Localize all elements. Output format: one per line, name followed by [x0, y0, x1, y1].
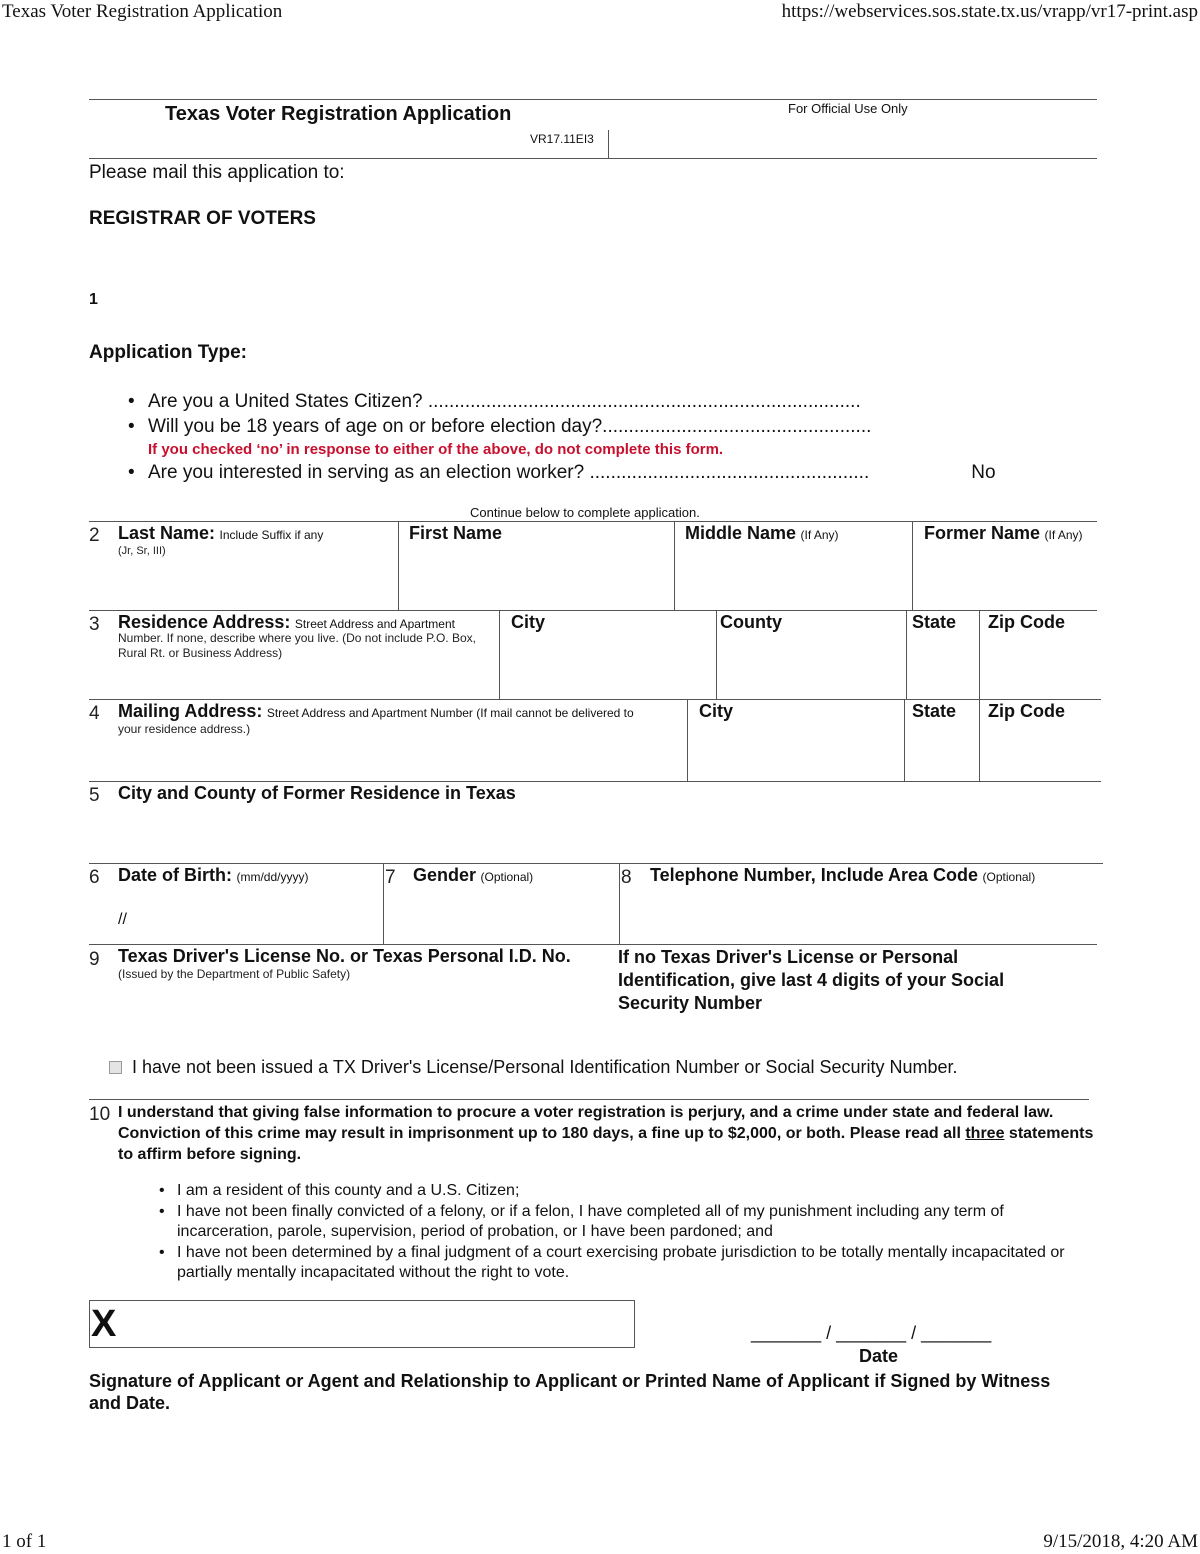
telephone-field[interactable]	[650, 865, 1035, 886]
row-2-divider-3	[912, 521, 913, 610]
no-id-checkbox-label: I have not been issued a TX Driver's License/Personal Identification Number or Social Security Number.	[132, 1057, 958, 1077]
drivers-license-field[interactable]	[118, 946, 608, 982]
row-5-top-rule	[89, 781, 1101, 782]
row-2-divider-1	[398, 521, 399, 610]
signature-mark: X	[91, 1303, 117, 1345]
telephone-note: (Optional)	[982, 870, 1036, 884]
gender-field[interactable]	[413, 865, 533, 886]
affirmation-item: • I have not been finally convicted of a felony, or if a felon, I have completed all of my punishment including any term of incarceration, parole, supervision, period of probation, or I have been pardoned; and	[157, 1202, 1102, 1243]
date-blank[interactable]: _______ / _______ / _______	[751, 1323, 992, 1343]
section-4-number: 4	[89, 703, 100, 724]
residence-county-field[interactable]	[720, 612, 782, 633]
no-id-checkbox[interactable]	[109, 1061, 122, 1074]
affirmation-item: • I am a resident of this county and a U.S. Citizen;	[157, 1181, 1102, 1202]
row-6-top-rule	[89, 863, 1103, 864]
former-residence-field[interactable]	[118, 783, 516, 804]
row-6-divider-2	[619, 863, 620, 944]
form-title: Texas Voter Registration Application	[165, 103, 512, 125]
print-page-count: 1 of 1	[2, 1531, 47, 1552]
section-6-number: 6	[89, 867, 100, 888]
row-3-divider-4	[979, 610, 980, 699]
former-name-label: Former Name	[924, 523, 1041, 543]
print-timestamp: 9/15/2018, 4:20 AM	[1043, 1531, 1198, 1552]
former-name-field[interactable]	[924, 523, 1083, 544]
row-2-divider-2	[674, 521, 675, 610]
former-name-note: (If Any)	[1044, 528, 1083, 542]
registrar-label: REGISTRAR OF VOTERS	[89, 208, 316, 229]
drivers-license-label: Texas Driver's License No. or Texas Personal I.D. No.	[118, 946, 571, 966]
first-name-label: First Name	[409, 523, 503, 543]
application-questions	[128, 389, 1028, 485]
section-1-number: 1	[89, 291, 98, 308]
residence-zip-label: Zip Code	[988, 612, 1065, 632]
mailing-state-field[interactable]	[912, 701, 956, 722]
first-name-field[interactable]	[409, 523, 502, 544]
last-name-note: Include Suffix if any	[219, 528, 324, 542]
date-label: Date	[859, 1346, 899, 1366]
perjury-statement-end: statements to affirm before signing.	[118, 1125, 1094, 1163]
date-of-birth-field[interactable]	[118, 865, 308, 886]
print-page-title: Texas Voter Registration Application	[2, 1, 283, 22]
mailing-address-label: Mailing Address:	[118, 701, 263, 721]
continue-note: Continue below to complete application.	[470, 505, 700, 520]
residence-county-label: County	[720, 612, 782, 632]
row-3-divider-1	[499, 610, 500, 699]
gender-note: (Optional)	[480, 870, 534, 884]
residence-address-note: Number. If none, describe where you live. (Do not include P.O. Box, Rural Rt. or Business Address)	[118, 631, 476, 660]
mailing-address-field[interactable]	[118, 701, 683, 737]
form-code: VR17.11EI3	[530, 132, 594, 146]
row-6-divider-1	[383, 863, 384, 944]
ssn-field[interactable]	[618, 946, 1058, 1015]
perjury-statement-text: I understand that giving false information to procure a voter registration is perjury, and a crime under state and federal law. Conviction of this crime may result in imprisonment up to 180 days, a fine up to $2,000, or both. Please read all	[118, 1104, 1054, 1142]
signature-caption: Signature of Applicant or Agent and Relationship to Applicant or Printed Name of Applicant if Signed by Witness and Date.	[89, 1371, 1051, 1413]
residence-state-label: State	[912, 612, 957, 632]
print-page-url: https://webservices.sos.state.tx.us/vrapp/vr17-print.asp	[781, 1, 1198, 22]
ssn-label: If no Texas Driver's License or Personal Identification, give last 4 digits of your Social Security Number	[618, 947, 1005, 1013]
residence-city-field[interactable]	[511, 612, 545, 633]
middle-name-field[interactable]	[685, 523, 839, 544]
row-4-divider-3	[979, 699, 980, 781]
middle-name-label: Middle Name	[685, 523, 797, 543]
section-5-number: 5	[89, 785, 100, 806]
mailing-city-field[interactable]	[699, 701, 733, 722]
affirmation-item: • I have not been determined by a final judgment of a court exercising probate jurisdiction to be totally mentally incapacitated or partially mentally incapacitated without the right to vote.	[157, 1243, 1102, 1284]
header-top-rule	[89, 99, 1097, 100]
date-of-birth-value: //	[118, 911, 127, 928]
mailing-zip-field[interactable]	[988, 701, 1065, 722]
date-of-birth-note: (mm/dd/yyyy)	[236, 870, 309, 884]
mailing-city-label: City	[699, 701, 734, 721]
signature-box[interactable]	[89, 1300, 635, 1348]
section-9-number: 9	[89, 949, 100, 970]
former-residence-label: City and County of Former Residence in Texas	[118, 783, 516, 803]
no-id-checkbox-row[interactable]	[109, 1057, 958, 1078]
residence-city-label: City	[511, 612, 546, 632]
middle-name-note: (If Any)	[800, 528, 839, 542]
election-worker-answer: No	[971, 462, 996, 483]
perjury-statement-emphasis: three	[965, 1125, 1005, 1142]
last-name-label: Last Name:	[118, 523, 216, 543]
residence-address-field[interactable]	[118, 612, 500, 661]
section-7-number: 7	[385, 867, 396, 888]
last-name-field[interactable]	[118, 523, 388, 559]
citizen-question: • Are you a United States Citizen? ..................................................................................	[128, 391, 861, 412]
residence-state-field[interactable]	[912, 612, 956, 633]
gender-label: Gender	[413, 865, 477, 885]
mailing-address-note: your residence address.)	[118, 722, 251, 736]
date-of-birth-label: Date of Birth:	[118, 865, 232, 885]
row-3-divider-3	[906, 610, 907, 699]
row-9-top-rule	[89, 944, 1097, 945]
mail-to-label: Please mail this application to:	[89, 162, 345, 183]
row-3-divider-2	[716, 610, 717, 699]
residence-address-label: Residence Address:	[118, 612, 291, 632]
application-type-heading: Application Type:	[89, 342, 247, 363]
age-question: • Will you be 18 years of age on or before election day?...................................................	[128, 416, 872, 437]
row-10-top-rule	[89, 1099, 1089, 1100]
affirmation-list	[157, 1181, 1102, 1284]
header-divider	[608, 130, 609, 158]
mailing-state-label: State	[912, 701, 957, 721]
drivers-license-note: (Issued by the Department of Public Safety)	[118, 967, 351, 981]
ineligible-warning: If you checked ‘no’ in response to either of the above, do not complete this form.	[148, 441, 724, 458]
row-4-divider-2	[904, 699, 905, 781]
perjury-statement	[118, 1102, 1098, 1165]
mailing-address-note-inline: Street Address and Apartment Number (If mail cannot be delivered to	[266, 706, 634, 720]
telephone-label: Telephone Number, Include Area Code	[650, 865, 979, 885]
last-name-suffix-note: (Jr, Sr, III)	[118, 545, 166, 557]
official-use-label: For Official Use Only	[788, 101, 908, 116]
row-4-top-rule	[89, 699, 1101, 700]
residence-zip-field[interactable]	[988, 612, 1065, 633]
section-10-number: 10	[89, 1104, 111, 1125]
election-worker-question: • Are you interested in serving as an election worker? ..................................................... No	[128, 462, 996, 483]
row-3-top-rule	[89, 610, 1097, 611]
mailing-zip-label: Zip Code	[988, 701, 1065, 721]
header-bottom-rule	[89, 158, 1097, 159]
residence-address-note-inline: Street Address and Apartment	[294, 617, 455, 631]
section-3-number: 3	[89, 614, 100, 635]
section-2-number: 2	[89, 525, 100, 546]
section-8-number: 8	[621, 867, 632, 888]
row-2-top-rule	[89, 521, 1097, 522]
row-4-divider-1	[687, 699, 688, 781]
